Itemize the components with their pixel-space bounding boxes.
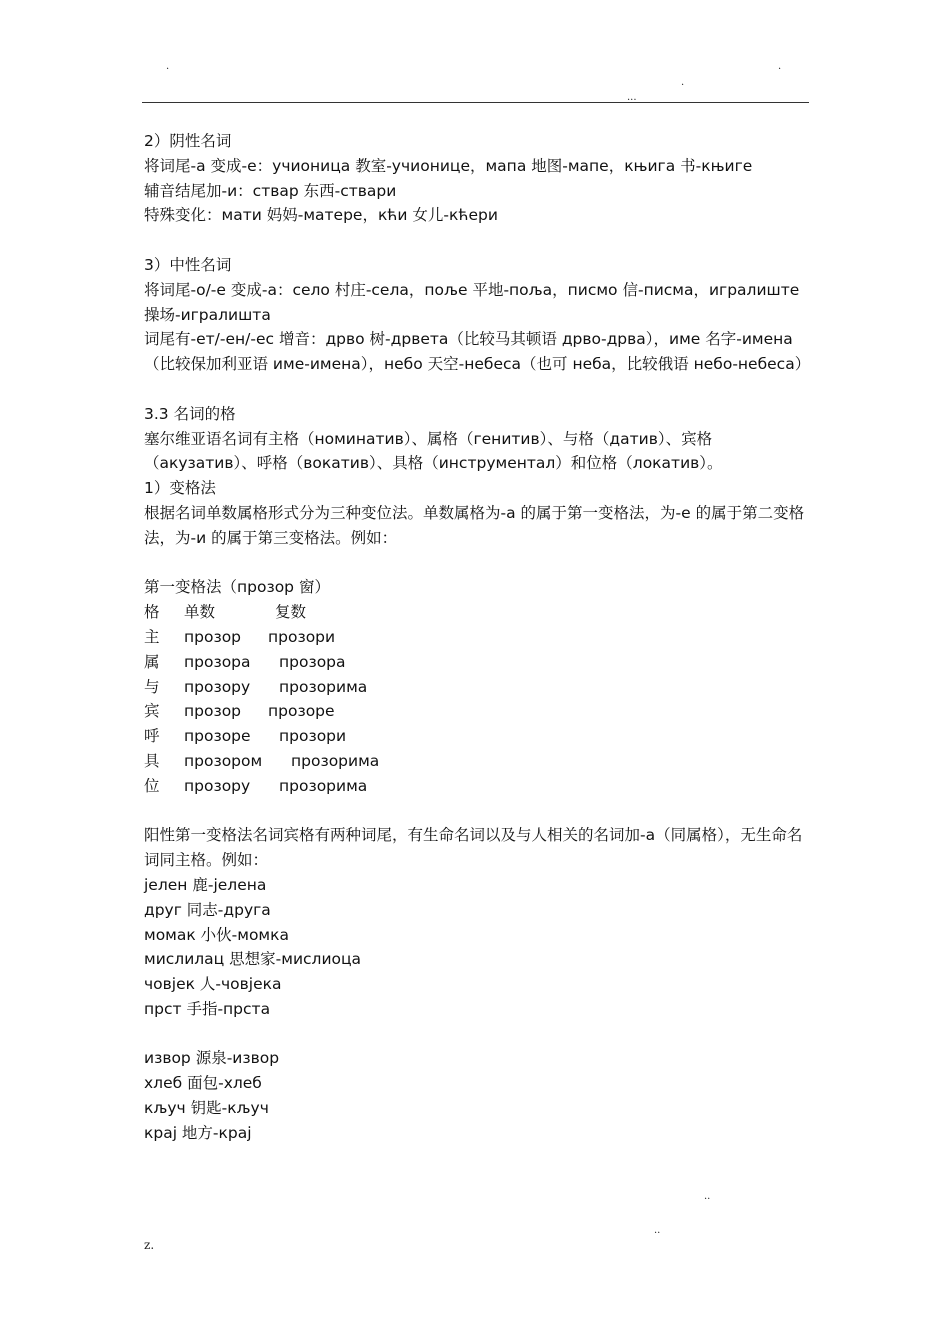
table-cell: прозоре (268, 702, 335, 721)
section-title-feminine: 2）阴性名词 (144, 132, 232, 150)
table-cell: прозорима (279, 776, 368, 795)
table-cell: 宾 (144, 702, 160, 721)
table-cell: 与 (144, 677, 160, 696)
example-animate: прст 手指-прста (144, 999, 271, 1018)
example-animate: јелен 鹿-јелена (144, 875, 267, 894)
text-paragraph: 根据名词单数属格形式分为三种变位法。单数属格为-а 的属于第一变格法，为-е 的属于第二变格法，为-и 的属于第三变格法。例如： (144, 503, 805, 547)
table-cell: 属 (144, 652, 160, 671)
table-cell: прозором (184, 751, 263, 770)
header-mark: ... (627, 92, 637, 103)
table-row (144, 675, 814, 700)
table-row (144, 650, 814, 675)
example-inanimate: кључ 钥匙-кључ (144, 1099, 269, 1118)
example-inanimate: хлеб 面包-хлеб (144, 1074, 262, 1093)
text-line: 辅音结尾加-и：ствар 东西-ствари (144, 181, 397, 200)
table-cell: прозора (184, 652, 251, 671)
example-inanimate: крај 地方-крај (144, 1123, 252, 1142)
footer-mark: .. (654, 1225, 661, 1236)
table-cell: прозори (268, 627, 336, 646)
table-header-cell: 单数 (184, 603, 216, 622)
example-animate: мислилац 思想家-мислиоца (144, 950, 362, 969)
text-line: 特殊变化：мати 妈妈-матере，кћи 女儿-кћери (144, 206, 498, 225)
table-cell: прозоре (184, 727, 251, 746)
table-cell: 主 (144, 627, 160, 646)
table-cell: прозор (184, 627, 242, 646)
declension-table-title: 第一变格法（прозор 窗） (144, 578, 330, 597)
table-cell: прозори (279, 727, 347, 746)
example-animate: човјек 人-човјека (144, 975, 282, 994)
table-header-cell: 格 (144, 603, 160, 622)
table-cell: 具 (144, 751, 160, 770)
table-row (144, 774, 814, 799)
subsection-title: 1）变格法 (144, 479, 216, 498)
footer-mark: .. (704, 1191, 711, 1202)
table-cell: 呼 (144, 727, 160, 746)
text-line: 将词尾-а 变成-е：учионица 教室-учионице，мапа 地图-мапе，књига 书-књиге (144, 156, 753, 175)
text-paragraph: 塞尔维亚语名词有主格（номинатив）、属格（генитив）、与格（датив）、宾格（акузатив）、呼格（вокатив）、具格（инструментал）和位格（локатив）。 (144, 429, 723, 473)
text-paragraph: 将词尾-о/-е 变成-а：село 村庄-села，поље 平地-поља，писмо 信-писма，игралиште 操场-игралишта (144, 280, 800, 324)
table-cell: прозору (184, 677, 251, 696)
text-paragraph: 词尾有-ет/-ен/-ес 增音：дрво 树-дрвета（比较马其顿语 дрво-дрва），име 名字-имена（比较保加利亚语 име-имена），небо 天空-небеса（也可 неба，比较俄语 небо-небеса） (144, 330, 811, 374)
table-cell: прозор (184, 702, 242, 721)
example-animate: друг 同志-друга (144, 900, 271, 919)
header-mark: . (166, 61, 170, 72)
header-mark: . (681, 77, 685, 88)
text-paragraph: 阳性第一变格法名词宾格有两种词尾，有生命名词以及与人相关的名词加-а（同属格），无生命名词同主格。例如： (144, 826, 803, 870)
example-inanimate: извор 源泉-извор (144, 1049, 280, 1068)
table-cell: прозорима (279, 677, 368, 696)
document-body (144, 129, 814, 1146)
section-title-neuter: 3）中性名词 (144, 255, 232, 274)
footer-mark: z. (144, 1238, 155, 1252)
table-header-cell: 复数 (275, 603, 307, 622)
example-animate: момак 小伙-момка (144, 925, 289, 944)
table-cell: прозорима (291, 751, 380, 770)
header-mark: . (778, 61, 782, 72)
table-cell: прозору (184, 776, 251, 795)
table-row (144, 699, 814, 724)
table-row (144, 749, 814, 774)
section-heading-cases: 3.3 名词的格 (144, 404, 236, 423)
table-cell: прозора (279, 652, 346, 671)
table-row (144, 724, 814, 749)
table-row (144, 625, 814, 650)
table-cell: 位 (144, 776, 160, 795)
declension-table-header (144, 600, 814, 625)
header-rule (142, 102, 809, 103)
